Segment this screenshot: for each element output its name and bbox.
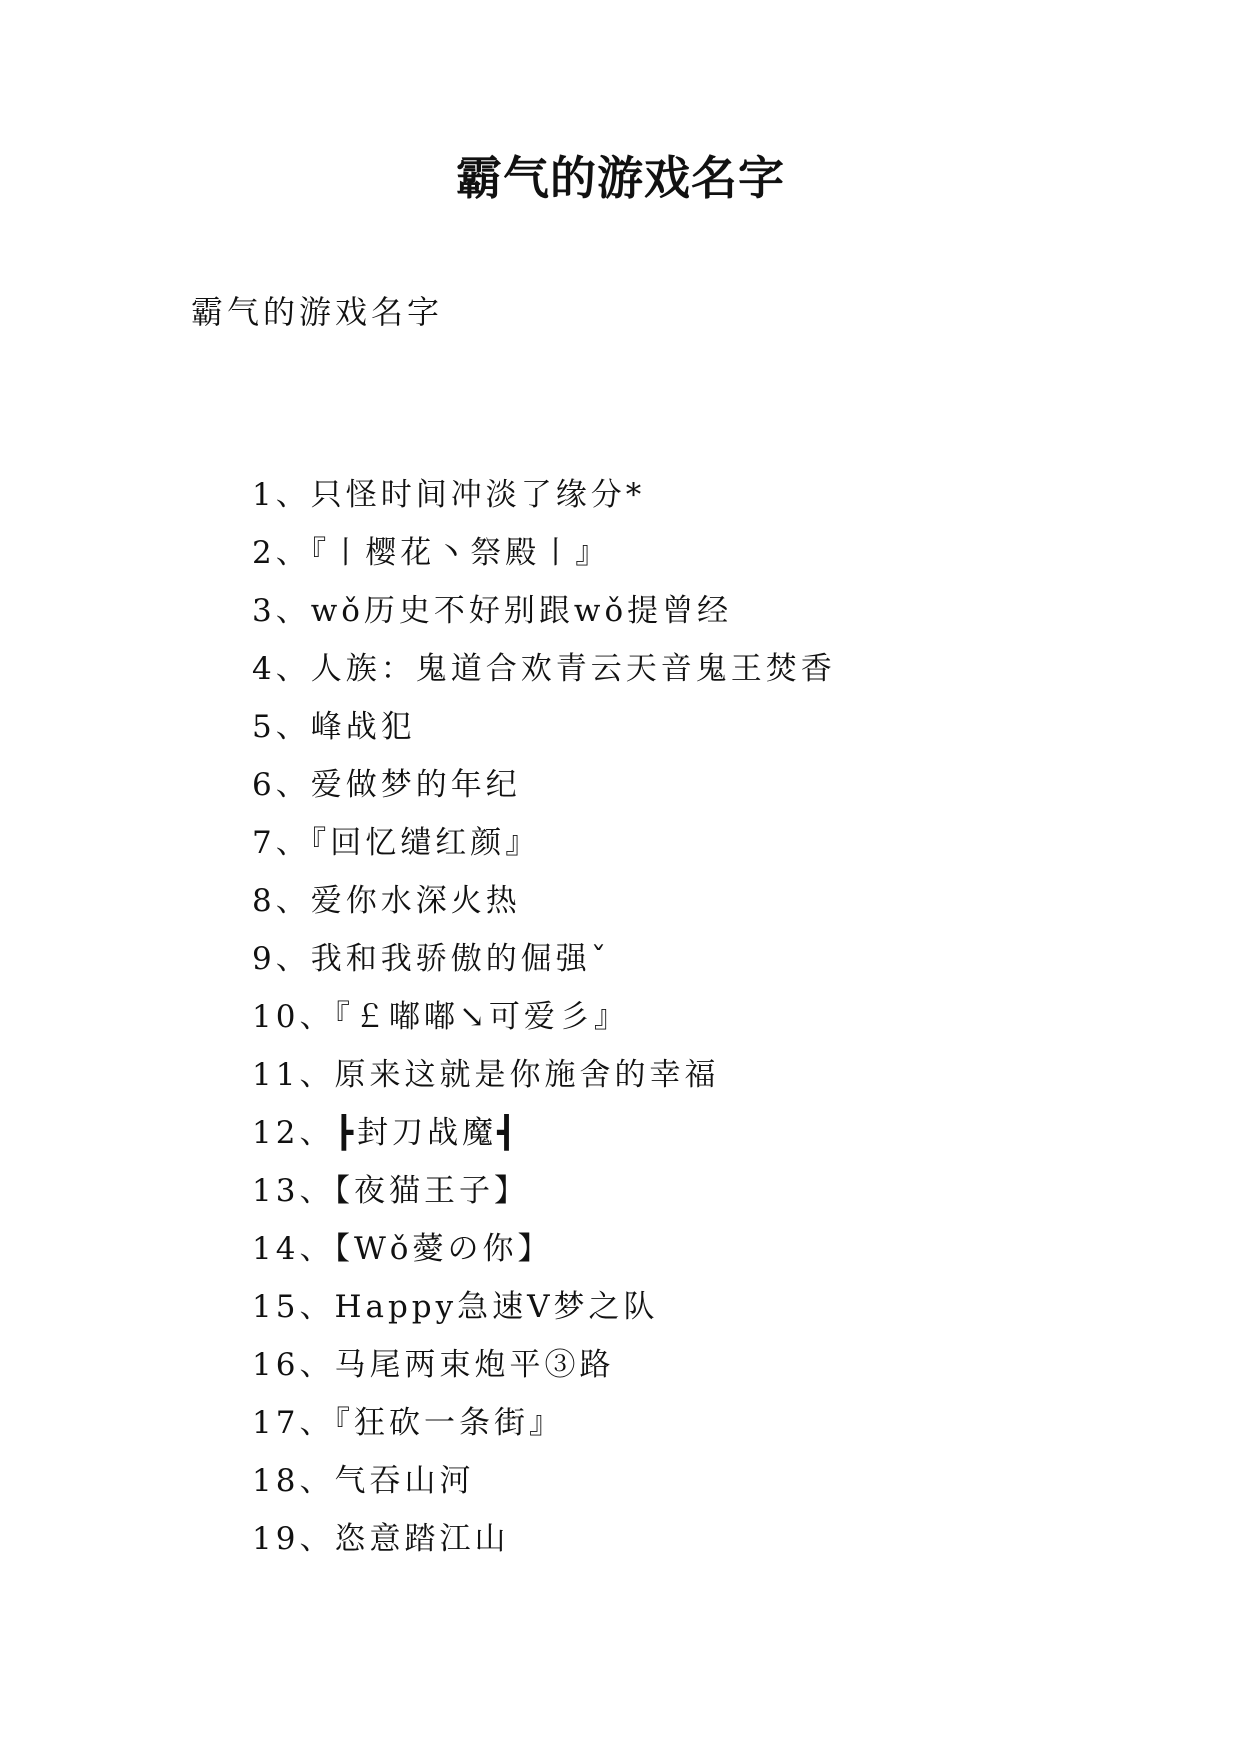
list-item: 5、峰战犯 [252, 709, 416, 745]
list-item: 3、wǒ历史不好别跟wǒ提曾经 [252, 593, 733, 629]
document-title: 霸气的游戏名字 [456, 151, 785, 205]
list-item: 10、『￡嘟嘟↘可爱彡』 [252, 999, 629, 1035]
list-item: 18、气吞山河 [252, 1463, 475, 1499]
list-item: 9、我和我骄傲的倔强ˇ [252, 941, 611, 977]
list-item: 14、【Wǒ薆の你】 [252, 1231, 553, 1267]
list-item: 7、『回忆缱红颜』 [252, 825, 541, 861]
document-subtitle: 霸气的游戏名字 [191, 293, 444, 331]
list-item: 13、【夜猫王子】 [252, 1173, 529, 1209]
list-item: 15、Happy急速V梦之队 [252, 1289, 659, 1325]
game-name-list [252, 466, 836, 1568]
list-item: 4、人族：鬼道合欢青云天音鬼王焚香 [252, 651, 836, 687]
list-item: 16、马尾两束炮平③路 [252, 1347, 615, 1383]
list-item: 17、『狂砍一条街』 [252, 1405, 564, 1441]
list-item: 19、恣意踏江山 [252, 1521, 510, 1557]
list-item: 12、┣封刀战魔┫ [252, 1115, 520, 1151]
list-item: 1、只怪时间冲淡了缘分* [252, 477, 646, 513]
list-item: 6、爱做梦的年纪 [252, 767, 521, 803]
list-item: 8、爱你水深火热 [252, 883, 521, 919]
list-item: 2、『丨樱花丶祭殿丨』 [252, 535, 611, 571]
list-item: 11、原来这就是你施舍的幸福 [252, 1057, 720, 1093]
